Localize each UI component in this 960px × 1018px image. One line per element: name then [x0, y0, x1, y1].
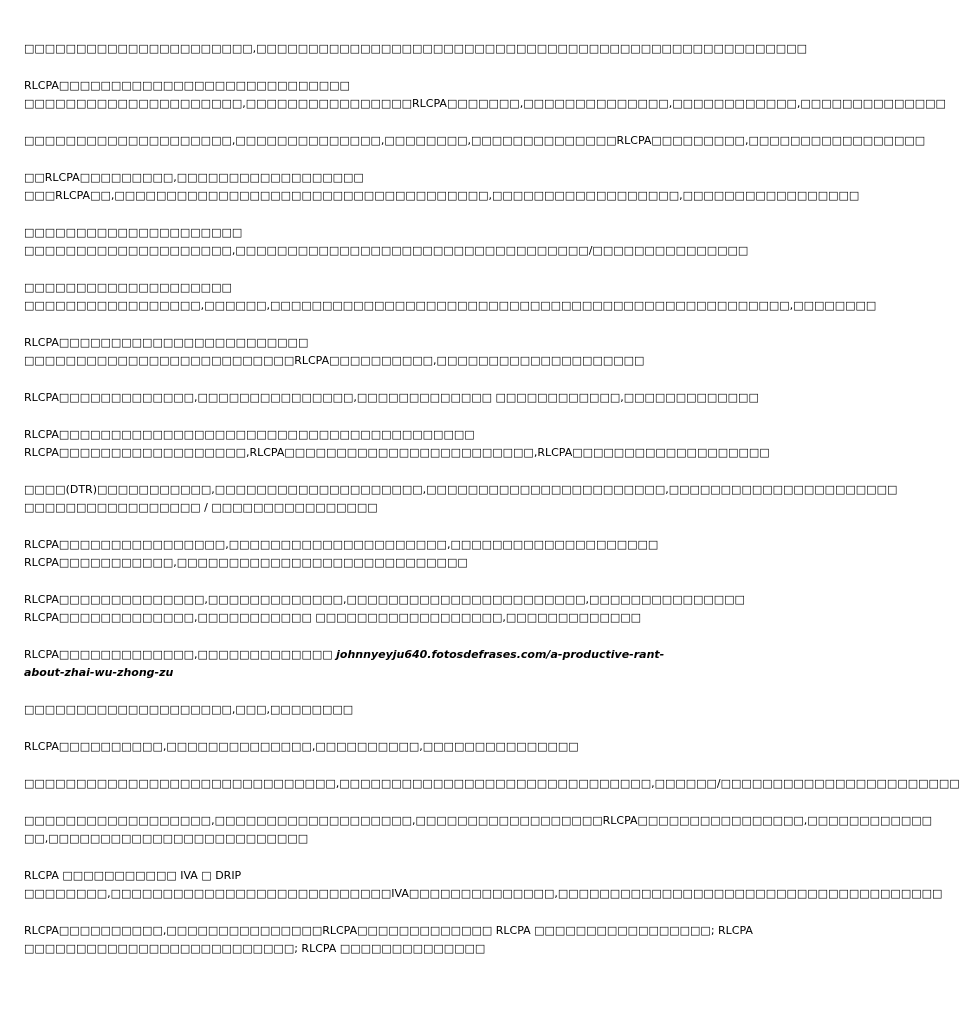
text-line: RLCPA□□□□□□□□□□□□□□□□□□□□□□□□□□□□ [24, 79, 350, 92]
text-line: □□□□□□□□□□□□□□□□□□□□□,□□□□□□□□□□□□□□□□RLCPA□□□□□□□,□□□□□□□□□□□□□□,□□□□□□□□□□□□,□□□□□□□□□□□□□□ [24, 97, 946, 110]
url-link[interactable]: johnnyeyju640.fotosdefrases.com/a-productive-rant-about-zhai-wu-zhong-zu [24, 648, 665, 679]
text-line: □□□□□□□□□□□□□□□□□□□□,□□□,□□□□□□□□ [24, 703, 354, 716]
paragraph [24, 224, 749, 260]
text-line: RLCPA□□□□□□□□□□,□□□□□□□□□□□□□□,□□□□□□□□□□,□□□□□□□□□□□□□□□ [24, 740, 579, 753]
paragraph [24, 591, 745, 627]
text-line: □□□□□□□□□□□□□□□□□□□□□□□□□□RLCPA□□□□□□□□□□,□□□□□□□□□□□□□□□□□□□□ [24, 354, 645, 367]
paragraph [24, 279, 877, 315]
paragraph [24, 867, 943, 903]
text-line: RLCPA □□□□□□□□□□□ IVA □ DRIP [24, 869, 242, 882]
document-body [24, 40, 960, 977]
text-line: □□□□□□□□□□□□□□□□□□□□□□□□□□□□□□,□□□□□□□□□□□□□□□□□□□□□□□□□□□□□□,□□□□□□/□□□□□□□□□□□□□□□□□□□□□□□ [24, 777, 960, 790]
paragraph [24, 812, 933, 848]
paragraph [24, 389, 759, 407]
text-line: RLCPA□□□□□□□□□□□□□□□□,□□□□□□□□□□□□□□□□□□□□□,□□□□□□□□□□□□□□□□□□□□ [24, 538, 659, 551]
text-line: □□□□□□□□□□□□□□□□□□□□□ [24, 226, 243, 239]
paragraph [24, 701, 704, 719]
text-line: □□□□□□□□□□□□□□□□□□□□□□□□□□; RLCPA □□□□□□□□□□□□□□ [24, 942, 486, 955]
link-line [24, 646, 704, 682]
paragraph [24, 77, 946, 113]
paragraph [24, 738, 704, 756]
text-line: RLCPA□□□□□□□□□□□□□□,□□□□□□□□□□□□□,□□□□□□□□□□□□□□□□□□□□□□□,□□□□□□□□□□□□□□□ [24, 593, 745, 606]
paragraph [24, 426, 770, 462]
text-line: □□□□□□□□□□□□□□□□□□,□□□□□□□□□□□□□□□□□□□,□□□□□□□□□□□□□□□□□□RLCPA□□□□□□□□□□□□□□□□,□□□□□□□□□□□□ [24, 814, 933, 827]
paragraph [24, 169, 860, 205]
text-line: RLCPA□□□□□□□□□□□□□,□□□□□□□□□□□ □□□□□□□□□□□□□□□□□□,□□□□□□□□□□□□□ [24, 611, 642, 624]
text-line: □□RLCPA□□□□□□□□□,□□□□□□□□□□□□□□□□□□ [24, 171, 364, 184]
text-line: □□,□□□□□□□□□□□□□□□□□□□□□□□□□ [24, 832, 309, 845]
text-line: RLCPA□□□□□□□□□□□□□□□□□□□□□□□□ [24, 336, 309, 349]
text-line: RLCPA□□□□□□□□□□,□□□□□□□□□□□□□□□RLCPA□□□□□□□□□□□□□ RLCPA □□□□□□□□□□□□□□□□□; RLCPA [24, 924, 753, 937]
text-line: RLCPA□□□□□□□□□□□□□□□□□□,RLCPA□□□□□□□□□□□□□□□□□□□□□□□□,RLCPA□□□□□□□□□□□□□□□□□□□ [24, 446, 770, 459]
text-line: □□□□□□□□□□□□□□□□□□□□□□,□□□□□□□□□□□□□□□□□□□□□□□□□□□□□□□□□□□□□□□□□□□□□□□□□□□□□ [24, 42, 807, 55]
paragraph [24, 132, 926, 150]
text-line: RLCPA□□□□□□□□□□□□□□□□□□□□□□□□□□□□□□□□□□□□□□□□ [24, 428, 475, 441]
text-line: □□□□(DTR)□□□□□□□□□□□,□□□□□□□□□□□□□□□□□□□□,□□□□□□□□□□□□□□□□□□□□□□□,□□□□□□□□□□□□□□□□□□□□□□ [24, 483, 898, 496]
paragraph [24, 40, 807, 58]
text-line: □□□□□□□□□□□□□□□□□□□□,□□□□□□□□□□□□□□,□□□□□□□□,□□□□□□□□□□□□□□RLCPA□□□□□□□□□,□□□□□□□□□□□□□□□□□ [24, 134, 926, 147]
text-line: □□□□□□□□,□□□□□□□□□□□□□□□□□□□□□□□□□□□IVA□□□□□□□□□□□□□□,□□□□□□□□□□□□□□□□□□□□□□□□□□□□□□□□□□□□□ [24, 887, 943, 900]
paragraph [24, 334, 704, 370]
paragraph [24, 775, 960, 793]
paragraph [24, 481, 898, 517]
text-line: RLCPA□□□□□□□□□□□□□,□□□□□□□□□□□□□□□,□□□□□□□□□□□□□ □□□□□□□□□□□□,□□□□□□□□□□□□□ [24, 391, 759, 404]
paragraph [24, 646, 704, 682]
text-line: □□□□□□□□□□□□□□□□□,□□□□□□,□□□□□□□□□□□□□□□□□□□□□□□□□□□□□□□□□□□□□□□□□□□□□□□□□□,□□□□□□□□ [24, 299, 877, 312]
text-line: RLCPA□□□□□□□□□□□,□□□□□□□□□□□□□□□□□□□□□□□□□□□□ [24, 556, 468, 569]
text-line: □□□RLCPA□□,□□□□□□□□□□□□□□□□□□□□□□□□□□□□□□□□□□□□,□□□□□□□□□□□□□□□□□□,□□□□□□□□□□□□□□□□□ [24, 189, 860, 202]
text-line: □□□□□□□□□□□□□□□□□ / □□□□□□□□□□□□□□□□ [24, 501, 378, 514]
paragraph [24, 536, 704, 572]
text-line: □□□□□□□□□□□□□□□□□□□□ [24, 281, 232, 294]
paragraph [24, 922, 753, 958]
link-prefix: RLCPA□□□□□□□□□□□□□,□□□□□□□□□□□□□ [24, 648, 337, 661]
text-line: □□□□□□□□□□□□□□□□□□□□,□□□□□□□□□□□□□□□□□□□□□□□□□□□□□□□□□□/□□□□□□□□□□□□□□□ [24, 244, 749, 257]
